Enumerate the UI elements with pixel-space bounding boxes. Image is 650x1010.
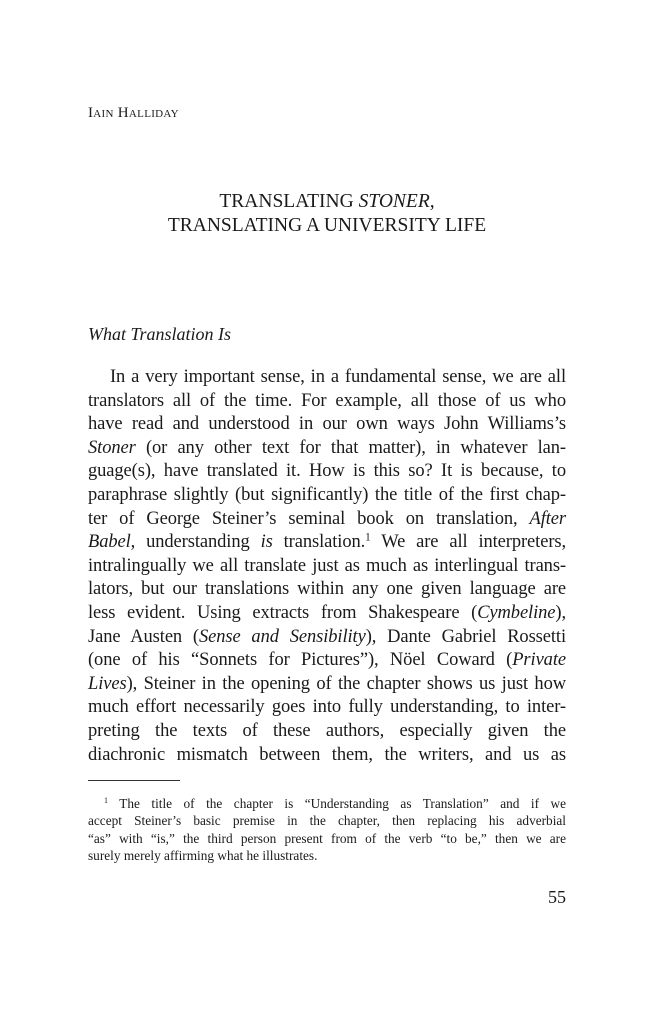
body-line <box>88 720 566 744</box>
page-number: 55 <box>548 887 566 907</box>
body-line <box>88 437 566 461</box>
chapter-title-line-1-prefix: TRANSLATING <box>219 191 359 212</box>
body-line <box>88 744 566 768</box>
text-run: Jane Austen ( <box>88 626 199 647</box>
chapter-title-line-1-italic: STONER, <box>358 191 435 212</box>
text-run: intralingually we all translate just as much as interlingual trans- <box>88 555 566 576</box>
text-run: “as” with “is,” the third person present from of the verb “to be,” then we are <box>88 830 566 846</box>
body-line <box>88 696 566 720</box>
text-run: lators, but our translations within any one given language are <box>88 579 566 600</box>
body-line <box>88 484 566 508</box>
body-paragraph <box>88 366 566 767</box>
footnote-line <box>88 812 566 829</box>
body-line <box>88 673 566 697</box>
text-run: , understanding <box>130 532 261 553</box>
text-run: (or any other text for that matter), in whatever lan- <box>135 437 566 458</box>
text-run: diachronic mismatch between them, the writers, and us as <box>88 744 566 765</box>
text-run: ), Dante Gabriel Rossetti <box>365 626 567 647</box>
text-run: preting the texts of these authors, especially given the <box>88 720 566 741</box>
footnote-marker: 1 <box>365 531 371 544</box>
text-run: (one of his “Sonnets for Pictures”), Nöel Coward ( <box>88 650 513 671</box>
body-line <box>88 578 566 602</box>
footnote-rule <box>88 780 180 781</box>
footnote-line <box>88 830 566 847</box>
body-line <box>88 460 566 484</box>
body-line <box>88 555 566 579</box>
text-run: translators all of the time. For example, all those of us who <box>88 390 566 411</box>
book-page <box>88 0 566 1010</box>
text-run: In a very important sense, in a fundamental sense, we are all <box>110 367 566 387</box>
italic-text: Lives <box>88 673 127 694</box>
chapter-title-line-1 <box>88 190 566 214</box>
footnote-line <box>88 795 566 812</box>
section-heading: What Translation Is <box>88 324 232 344</box>
text-run: ), <box>555 602 566 623</box>
text-run: have read and understood in our own ways John Williams’s <box>88 414 566 435</box>
body-line <box>88 508 566 532</box>
footnote <box>88 795 566 865</box>
italic-text: After <box>529 508 566 529</box>
text-run: accept Steiner’s basic premise in the chapter, then replacing his adverbial <box>88 813 566 829</box>
text-run: ), Steiner in the opening of the chapter shows us just how <box>126 673 566 694</box>
text-run: much effort necessarily goes into fully understanding, to inter- <box>88 697 566 718</box>
text-run: translation. <box>272 532 366 553</box>
body-line <box>88 649 566 673</box>
text-run: ter of George Steiner’s seminal book on translation, <box>88 508 530 529</box>
text-run: less evident. Using extracts from Shakespeare ( <box>88 602 478 623</box>
footnote-marker: 1 <box>104 796 108 806</box>
italic-text: Sense and Sensibility <box>198 626 366 647</box>
text-run: We are all interpreters, <box>370 532 567 553</box>
chapter-title-line-2: TRANSLATING A UNIVERSITY LIFE <box>167 215 487 236</box>
italic-text: Stoner <box>88 437 136 458</box>
body-line <box>88 531 566 555</box>
italic-text: is <box>260 532 273 553</box>
italic-text: Babel <box>88 532 131 553</box>
italic-text: Private <box>512 650 566 671</box>
text-run: surely merely affirming what he illustrates. <box>88 848 318 864</box>
text-run: paraphrase slightly (but significantly) the title of the first chap- <box>88 484 566 505</box>
body-line <box>88 626 566 650</box>
chapter-title <box>88 190 566 238</box>
running-head-author: Iain Halliday <box>88 105 179 121</box>
text-run: The title of the chapter is “Understanding as Translation” and if we <box>107 796 566 811</box>
body-line <box>88 366 566 390</box>
body-line <box>88 602 566 626</box>
italic-text: Cymbeline <box>477 602 556 623</box>
body-line <box>88 390 566 414</box>
footnote-line <box>88 847 566 864</box>
body-line <box>88 413 566 437</box>
text-run: guage(s), have translated it. How is this so? It is because, to <box>88 461 566 482</box>
